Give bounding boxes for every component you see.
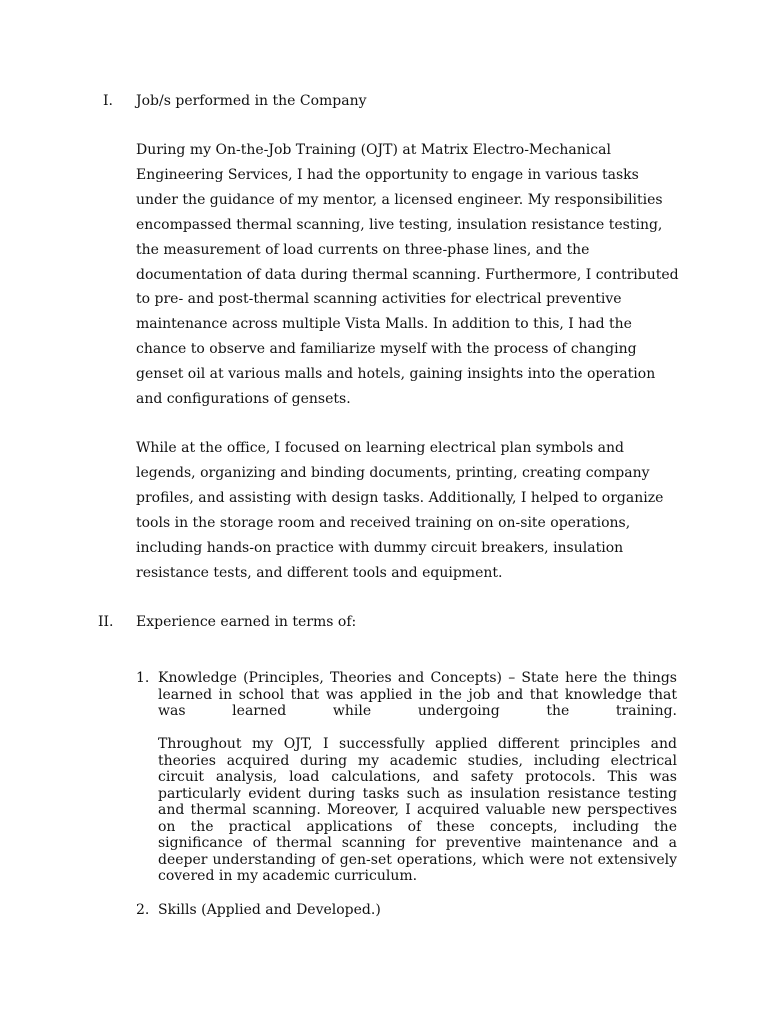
list-item-2-number: 2.	[136, 902, 150, 918]
list-item-1-number: 1.	[136, 670, 150, 686]
section-1-paragraph-1: During my On-the-Job Training (OJT) at Matrix Electro-Mechanical Engineering Services, I had the opportunity to engage in various tasks under the guidance of my mentor, a licensed engineer. My responsibilities encompassed thermal scanning, live testing, insulation resistance testing, the measurement of load currents on three-phase lines, and the documentation of data during thermal scanning. Furthermore, I contributed to pre- and post-thermal scanning activities for electrical preventive maintenance across multiple Vista Malls. In addition to this, I had the chance to observe and familiarize myself with the process of changing genset oil at various malls and hotels, gaining insights into the operation and configurations of gensets.	[136, 142, 679, 408]
list-item-1-prompt: Knowledge (Principles, Theories and Concepts) – State here the things learned in school that was applied in the job and that knowledge that was learned while undergoing the training.	[158, 670, 677, 719]
list-item-2-prompt: Skills (Applied and Developed.)	[158, 902, 381, 918]
section-2-heading: Experience earned in terms of:	[136, 614, 357, 630]
section-2-numeral: II.	[98, 614, 114, 630]
section-1-heading: Job/s performed in the Company	[136, 93, 367, 109]
section-1-paragraph-2: While at the office, I focused on learning electrical plan symbols and legends, organizing and binding documents, printing, creating company profiles, and assisting with design tasks. Additionally, I helped to organize tools in the storage room and received training on on-site operations, including hands-on practice with dummy circuit breakers, insulation resistance tests, and different tools and equipment.	[136, 440, 664, 581]
list-item-1-answer: Throughout my OJT, I successfully applied different principles and theories acquired during my academic studies, including electrical circuit analysis, load calculations, and safety protocols. This was particularly evident during tasks such as insulation resistance testing and thermal scanning. Moreover, I acquired valuable new perspectives on the practical applications of these concepts, including the significance of thermal scanning for preventive maintenance and a deeper understanding of gen-set operations, which were not extensively covered in my academic curriculum.	[158, 736, 677, 884]
section-1-numeral: I.	[103, 93, 113, 109]
